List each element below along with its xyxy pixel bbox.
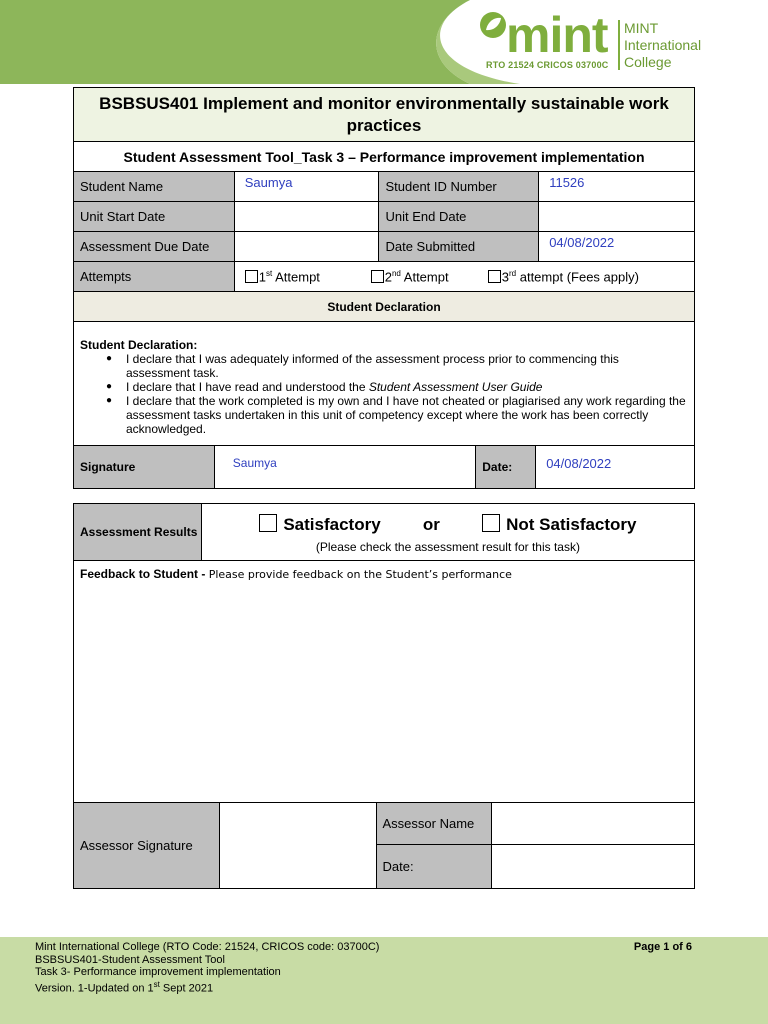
page-number: Page 1 of 6	[633, 941, 692, 953]
date-submitted-label: Date Submitted	[379, 232, 539, 262]
student-name-label: Student Name	[74, 172, 235, 202]
date-submitted-field[interactable]: 04/08/2022	[539, 232, 695, 262]
attempt-3-text: attempt (Fees apply)	[516, 269, 639, 285]
attempts-options	[234, 262, 694, 292]
feedback-prompt: Please provide feedback on the Student’s performance	[208, 568, 512, 581]
page-footer	[0, 937, 768, 1024]
due-date-label: Assessment Due Date	[74, 232, 235, 262]
document-subtitle: Student Assessment Tool_Task 3 – Performance improvement implementation	[74, 142, 695, 172]
attempt-2-text: Attempt	[400, 269, 449, 285]
attempt-2-sup: nd	[391, 268, 401, 278]
not-satisfactory-option[interactable]	[482, 515, 636, 534]
unit-end-label: Unit End Date	[379, 202, 539, 232]
attempt-1-text: Attempt	[272, 269, 320, 285]
attempt-2-num: 2	[384, 269, 392, 285]
not-satisfactory-label: Not Satisfactory	[506, 515, 637, 534]
attempt-1-checkbox[interactable]	[245, 270, 258, 283]
unit-start-field[interactable]	[234, 202, 379, 232]
unit-start-label: Unit Start Date	[74, 202, 235, 232]
assessor-name-field[interactable]	[492, 803, 695, 845]
attempts-label: Attempts	[74, 262, 235, 292]
leaf-icon	[478, 10, 508, 40]
attempt-3-num: 3	[501, 269, 509, 285]
assessor-date-field[interactable]	[492, 845, 695, 889]
logo-divider	[618, 20, 620, 70]
attempt-1-num: 1	[258, 269, 266, 285]
signature-date-field[interactable]: 04/08/2022	[536, 446, 695, 489]
attempt-3-option[interactable]	[488, 269, 639, 284]
declaration-item-3: ● I declare that the work completed is my own and I have not cheated or plagiarised any work regarding the assessment tasks undertaken in this unit of competency except where the work has been correctly acknowledged.	[80, 394, 686, 436]
footer-version-suffix: Sept 2021	[159, 982, 214, 995]
unit-end-field[interactable]	[539, 202, 695, 232]
attempt-2-checkbox[interactable]	[371, 270, 384, 283]
feedback-area[interactable]	[74, 561, 695, 803]
attempt-3-sup: rd	[508, 268, 517, 278]
declaration-item-2	[80, 380, 686, 394]
footer-line-3: Task 3- Performance improvement implementation	[35, 966, 281, 978]
feedback-label: Feedback to Student -	[80, 567, 209, 581]
assessment-result-options	[201, 504, 694, 561]
assessment-results-table	[73, 503, 695, 889]
assessor-signature-label: Assessor Signature	[74, 803, 220, 889]
attempt-1-option[interactable]	[245, 269, 371, 284]
satisfactory-option[interactable]	[259, 515, 380, 534]
logo-line-1: MINT	[624, 20, 659, 36]
or-label: or	[422, 515, 440, 534]
footer-line-1: Mint International College (RTO Code: 21524, CRICOS code: 03700C)	[35, 941, 380, 953]
student-info-table	[73, 87, 695, 446]
student-name-field[interactable]: Saumya	[234, 172, 379, 202]
assessor-name-label: Assessor Name	[376, 803, 492, 845]
student-id-field[interactable]: 11526	[539, 172, 695, 202]
assessor-signature-field[interactable]	[219, 803, 376, 889]
logo-line-3: College	[624, 54, 672, 70]
footer-line-4	[35, 979, 768, 995]
signature-label: Signature	[74, 446, 215, 489]
assessment-results-label: Assessment Results	[74, 504, 202, 561]
declaration-heading: Student Declaration:	[80, 338, 198, 352]
signature-date-label: Date:	[476, 446, 536, 489]
attempt-3-checkbox[interactable]	[488, 270, 501, 283]
declaration-item-2-italic: Student Assessment User Guide	[368, 380, 543, 394]
result-note: (Please check the assessment result for this task)	[315, 540, 580, 554]
declaration-item-2-prefix: I declare that I have read and understood the	[126, 380, 369, 394]
footer-line-2: BSBSUS401-Student Assessment Tool	[35, 953, 225, 966]
satisfactory-label: Satisfactory	[283, 515, 381, 534]
declaration-body	[74, 322, 695, 446]
satisfactory-checkbox[interactable]	[259, 514, 277, 532]
logo-rto-text: RTO 21524 CRICOS 03700C	[486, 60, 609, 70]
signature-table	[73, 445, 695, 489]
logo-line-2: International	[624, 37, 702, 53]
footer-version-sup: st	[153, 979, 160, 989]
mint-logo	[478, 8, 718, 74]
signature-field[interactable]: Saumya	[214, 446, 475, 489]
assessor-date-label: Date:	[376, 845, 492, 889]
declaration-list	[80, 352, 686, 436]
declaration-item-1: ● I declare that I was adequately informed of the assessment process prior to commencing this assessment task.	[80, 352, 686, 380]
logo-word: mint	[506, 7, 608, 63]
footer-version-prefix: Version. 1-Updated on 1	[35, 982, 154, 995]
document-title: BSBSUS401 Implement and monitor environmentally sustainable work practices	[74, 88, 695, 142]
logo-college-name	[624, 20, 701, 71]
due-date-field[interactable]	[234, 232, 379, 262]
attempt-1-sup: st	[265, 268, 273, 278]
attempt-2-option[interactable]	[371, 269, 488, 284]
declaration-section-header: Student Declaration	[74, 292, 695, 322]
student-id-label: Student ID Number	[379, 172, 539, 202]
not-satisfactory-checkbox[interactable]	[482, 514, 500, 532]
result-option-row	[202, 514, 694, 535]
